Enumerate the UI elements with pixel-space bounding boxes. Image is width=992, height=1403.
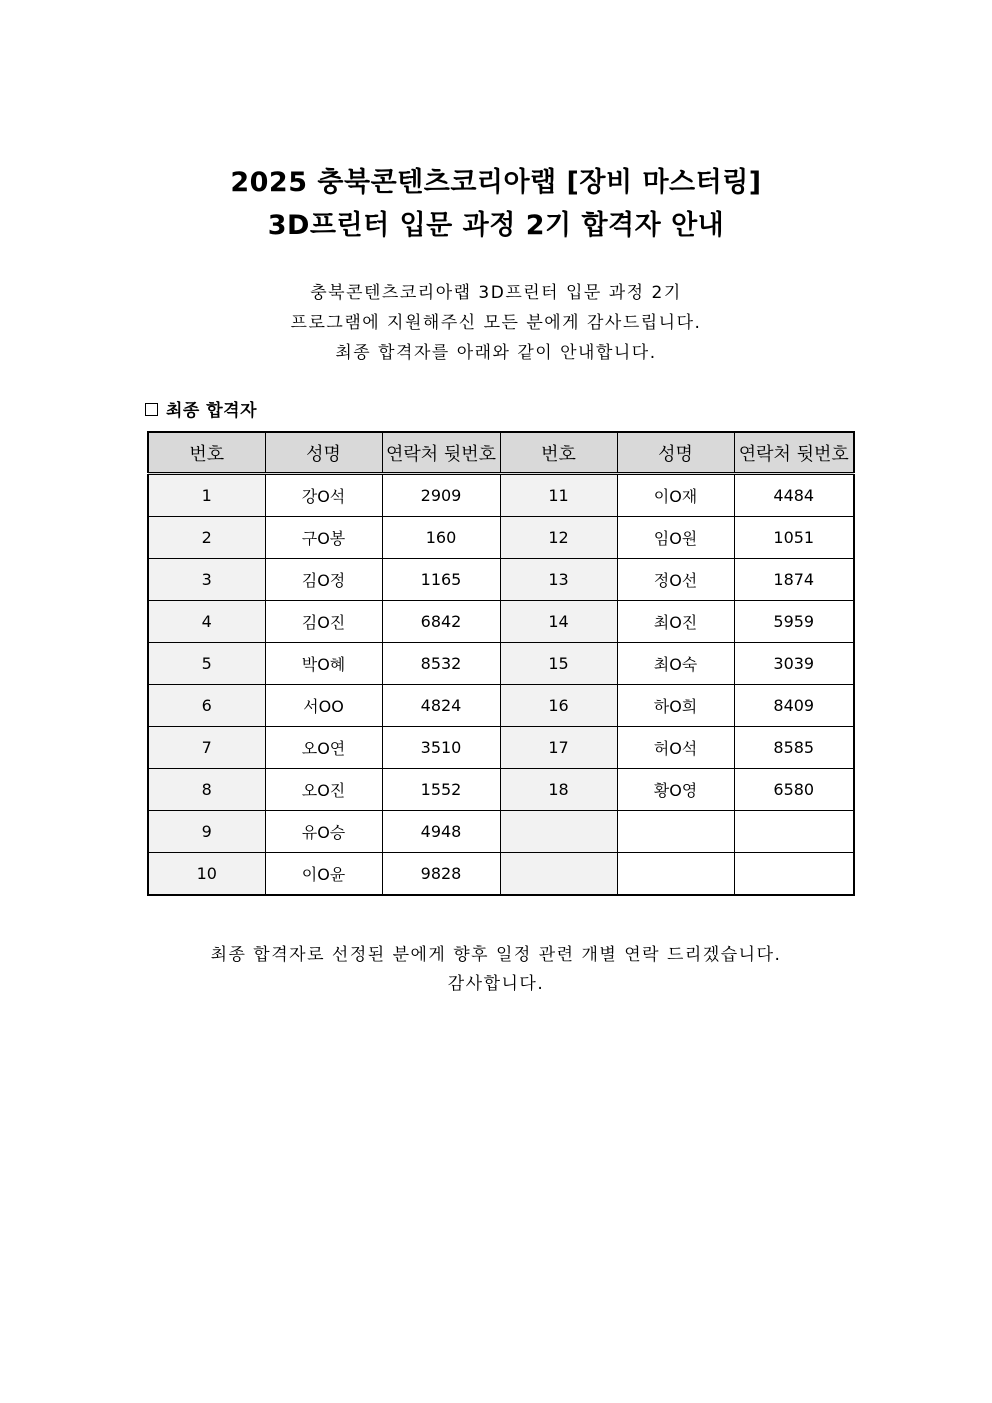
table-row xyxy=(148,643,854,685)
cell-number: 13 xyxy=(500,559,617,601)
header-contact-right: 연락처 뒷번호 xyxy=(734,432,854,474)
cell-number: 4 xyxy=(148,601,265,643)
table-row xyxy=(148,685,854,727)
cell-number: 5 xyxy=(148,643,265,685)
cell-name: 김O진 xyxy=(265,601,382,643)
table-row xyxy=(148,811,854,853)
cell-number: 7 xyxy=(148,727,265,769)
cell-contact: 1552 xyxy=(382,769,500,811)
table-row xyxy=(148,853,854,896)
cell-number: 1 xyxy=(148,474,265,517)
cell-contact-empty xyxy=(734,853,854,896)
cell-contact: 8532 xyxy=(382,643,500,685)
cell-contact: 6842 xyxy=(382,601,500,643)
closing-line-2: 감사합니다. xyxy=(447,974,545,994)
cell-number-empty xyxy=(500,853,617,896)
cell-number: 16 xyxy=(500,685,617,727)
document-title-line-1: 2025 충북콘텐츠코리아랩 [장비 마스터링] xyxy=(230,167,762,198)
closing-line-1: 최종 합격자로 선정된 분에게 향후 일정 관련 개별 연락 드리겠습니다. xyxy=(210,945,782,965)
cell-contact: 6580 xyxy=(734,769,854,811)
cell-name: 황O영 xyxy=(617,769,734,811)
cell-name: 오O진 xyxy=(265,769,382,811)
results-table xyxy=(147,431,855,896)
square-bullet-icon xyxy=(145,403,158,416)
cell-name: 이O윤 xyxy=(265,853,382,896)
section-heading xyxy=(145,396,257,421)
cell-name: 박O혜 xyxy=(265,643,382,685)
table-row xyxy=(148,517,854,559)
table-row xyxy=(148,474,854,517)
cell-contact: 1051 xyxy=(734,517,854,559)
cell-contact: 1165 xyxy=(382,559,500,601)
cell-name: 구O봉 xyxy=(265,517,382,559)
document-title-line-2: 3D프린터 입문 과정 2기 합격자 안내 xyxy=(267,210,725,241)
header-name-right: 성명 xyxy=(617,432,734,474)
cell-contact: 5959 xyxy=(734,601,854,643)
cell-number-empty xyxy=(500,811,617,853)
cell-number: 3 xyxy=(148,559,265,601)
cell-name: 임O원 xyxy=(617,517,734,559)
table-row xyxy=(148,559,854,601)
cell-name: 하O희 xyxy=(617,685,734,727)
header-number-right: 번호 xyxy=(500,432,617,474)
cell-name: 최O진 xyxy=(617,601,734,643)
cell-name: 김O정 xyxy=(265,559,382,601)
intro-line-3: 최종 합격자를 아래와 같이 안내합니다. xyxy=(335,343,657,363)
cell-contact: 2909 xyxy=(382,474,500,517)
cell-number: 2 xyxy=(148,517,265,559)
cell-contact: 3039 xyxy=(734,643,854,685)
cell-name: 강O석 xyxy=(265,474,382,517)
cell-number: 14 xyxy=(500,601,617,643)
cell-number: 15 xyxy=(500,643,617,685)
table-row xyxy=(148,727,854,769)
header-name-left: 성명 xyxy=(265,432,382,474)
cell-contact: 4824 xyxy=(382,685,500,727)
cell-number: 17 xyxy=(500,727,617,769)
table-row xyxy=(148,769,854,811)
cell-name: 유O승 xyxy=(265,811,382,853)
cell-contact-empty xyxy=(734,811,854,853)
cell-contact: 4948 xyxy=(382,811,500,853)
cell-number: 11 xyxy=(500,474,617,517)
cell-number: 18 xyxy=(500,769,617,811)
cell-contact: 8585 xyxy=(734,727,854,769)
cell-contact: 9828 xyxy=(382,853,500,896)
section-heading-label: 최종 합격자 xyxy=(166,401,258,421)
intro-line-2: 프로그램에 지원해주신 모든 분에게 감사드립니다. xyxy=(290,313,702,333)
cell-name: 정O선 xyxy=(617,559,734,601)
cell-name: 허O석 xyxy=(617,727,734,769)
table-row xyxy=(148,601,854,643)
cell-contact: 1874 xyxy=(734,559,854,601)
intro-line-1: 충북콘텐츠코리아랩 3D프린터 입문 과정 2기 xyxy=(310,283,682,303)
cell-name-empty xyxy=(617,853,734,896)
cell-contact: 160 xyxy=(382,517,500,559)
cell-number: 12 xyxy=(500,517,617,559)
cell-contact: 3510 xyxy=(382,727,500,769)
cell-name: 최O숙 xyxy=(617,643,734,685)
table-header-row xyxy=(148,432,854,474)
cell-contact: 4484 xyxy=(734,474,854,517)
cell-name: 서OO xyxy=(265,685,382,727)
cell-number: 10 xyxy=(148,853,265,896)
cell-number: 6 xyxy=(148,685,265,727)
cell-name: 이O재 xyxy=(617,474,734,517)
cell-number: 9 xyxy=(148,811,265,853)
cell-name-empty xyxy=(617,811,734,853)
header-contact-left: 연락처 뒷번호 xyxy=(382,432,500,474)
cell-contact: 8409 xyxy=(734,685,854,727)
header-number-left: 번호 xyxy=(148,432,265,474)
cell-name: 오O연 xyxy=(265,727,382,769)
cell-number: 8 xyxy=(148,769,265,811)
